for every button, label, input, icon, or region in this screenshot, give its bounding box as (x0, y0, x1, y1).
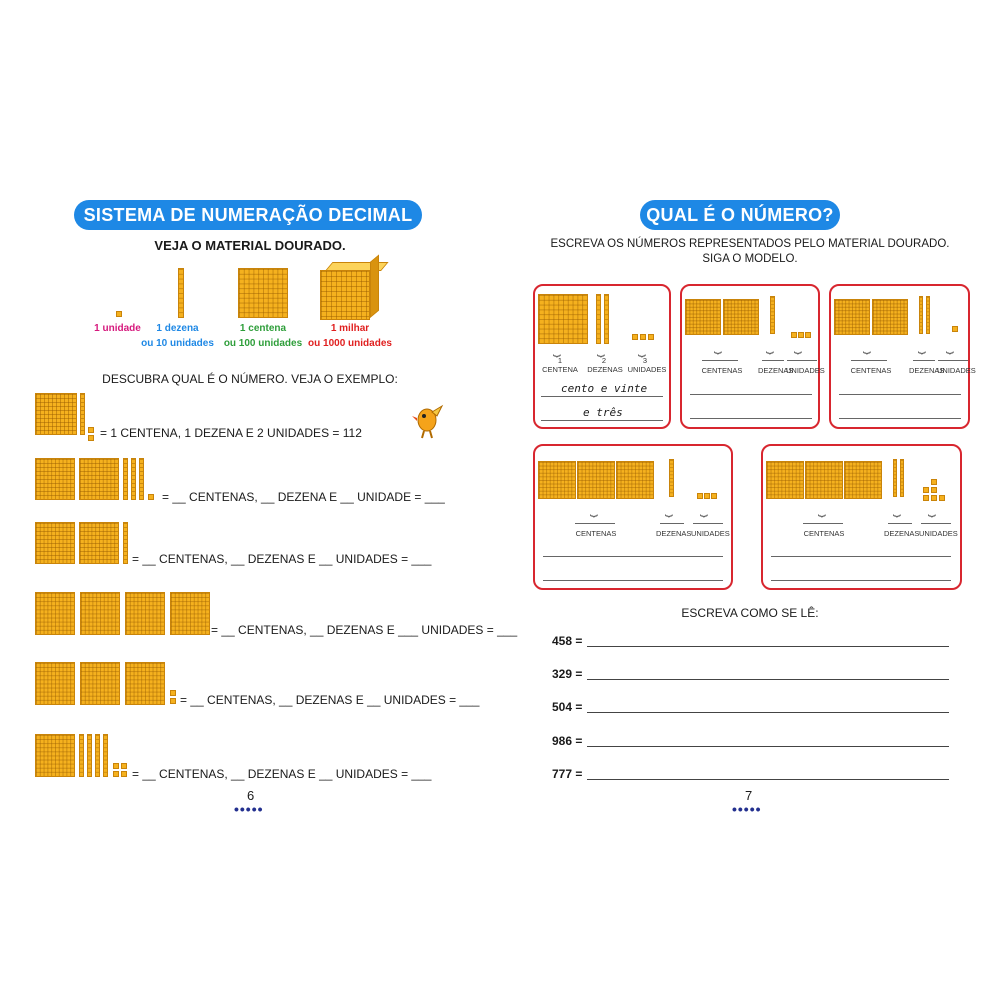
read-item-label: 458 = (552, 634, 583, 648)
page-title: QUAL É O NÚMERO? (640, 200, 840, 230)
page-dots: ••••• (234, 801, 264, 817)
hundred-flat (685, 299, 721, 335)
hundred-flat (125, 592, 165, 635)
ten-rod (604, 294, 609, 344)
ten-rod (919, 296, 923, 334)
ten-rod (596, 294, 601, 344)
exercise-row-3: = __ CENTENAS, __ DEZENAS E ___ UNIDADES = ___ (211, 623, 518, 637)
page-title: SISTEMA DE NUMERAÇÃO DECIMAL (74, 200, 422, 230)
thousand-cube (320, 270, 370, 320)
page-dots: ••••• (732, 801, 762, 817)
unit-cube (116, 311, 122, 317)
ten-rod (95, 734, 100, 777)
hundred-flat (834, 299, 870, 335)
hundred-flat (80, 592, 120, 635)
unit-cube (121, 763, 127, 769)
hundred-flat (616, 461, 654, 499)
thousand-cube-side (370, 254, 379, 318)
ten-rod (926, 296, 930, 334)
exercise-box: ⏟ ⏟ ⏟ CENTENAS DEZENAS UNIDADES (680, 284, 820, 429)
label-centenas: CENTENAS (850, 366, 892, 375)
subtitle: VEJA O MATERIAL DOURADO. (154, 238, 346, 253)
answer-line[interactable] (587, 679, 949, 680)
model-count-d: 2 (601, 356, 607, 365)
unit-cube (113, 763, 119, 769)
ten-rod (131, 458, 136, 500)
label-dezenas: DEZENAS (909, 366, 945, 375)
ten-rod (178, 268, 184, 318)
unit-cube (711, 493, 717, 499)
hundred-flat (35, 393, 77, 435)
exercise-box: ⏟ ⏟ ⏟ CENTENAS DEZENAS UNIDADES (761, 444, 962, 590)
hundred-flat (35, 662, 75, 705)
unit-cube (931, 495, 937, 501)
hundred-flat (170, 592, 210, 635)
exercise-row-2: = __ CENTENAS, __ DEZENAS E __ UNIDADES = ___ (132, 552, 432, 566)
model-label-d: DEZENAS (587, 365, 623, 374)
read-item-label: 986 = (552, 734, 583, 748)
hundred-flat (723, 299, 759, 335)
hundred-flat (538, 461, 576, 499)
unit-cube (923, 487, 929, 493)
ten-rod (123, 522, 128, 564)
ten-rod (900, 459, 904, 497)
model-answer-1: cento e vinte (561, 382, 648, 395)
unit-cube (791, 332, 797, 338)
unit-cube (805, 332, 811, 338)
label-centenas: CENTENAS (575, 529, 617, 538)
ten-rod (79, 734, 84, 777)
hundred-flat (35, 458, 75, 500)
hundred-flat (238, 268, 288, 318)
unit-cube (931, 487, 937, 493)
label-dezenas: DEZENAS (656, 529, 692, 538)
exercise-box: ⏟ ⏟ ⏟ CENTENAS DEZENAS UNIDADES (533, 444, 733, 590)
unit-cube (632, 334, 638, 340)
read-item-label: 504 = (552, 700, 583, 714)
ten-rod (139, 458, 144, 500)
hundred-flat (35, 592, 75, 635)
unit-cube (640, 334, 646, 340)
label-unidades: UNIDADES (786, 366, 825, 375)
unit-cube (88, 427, 94, 433)
hundred-flat (79, 458, 119, 500)
answer-line[interactable] (587, 746, 949, 747)
label-centena-2: ou 100 unidades (223, 338, 303, 349)
unit-cube (648, 334, 654, 340)
hundred-flat (538, 294, 588, 344)
read-title: ESCREVA COMO SE LÊ: (681, 606, 819, 620)
hundred-flat (872, 299, 908, 335)
unit-cube (113, 771, 119, 777)
exercise-row-1: = __ CENTENAS, __ DEZENA E __ UNIDADE = ___ (162, 490, 445, 504)
unit-cube (170, 698, 176, 704)
unit-cube (697, 493, 703, 499)
exercise-row-5: = __ CENTENAS, __ DEZENAS E __ UNIDADES = ___ (132, 767, 432, 781)
hundred-flat (79, 522, 119, 564)
model-box: ⏟ ⏟ ⏟ 1 2 3 CENTENA DEZENAS UNIDADES cento e vinte e três (533, 284, 671, 429)
ten-rod (103, 734, 108, 777)
exercise-box: ⏟ ⏟ ⏟ CENTENAS DEZENAS UNIDADES (829, 284, 970, 429)
unit-cube (931, 479, 937, 485)
hundred-flat (125, 662, 165, 705)
example-row: = 1 CENTENA, 1 DEZENA E 2 UNIDADES = 112 (100, 426, 362, 440)
unit-cube (923, 495, 929, 501)
ten-rod (80, 393, 85, 435)
label-centenas: CENTENAS (701, 366, 743, 375)
label-unidade: 1 unidade (94, 323, 141, 334)
bird-icon (410, 400, 444, 440)
label-dezenas: DEZENAS (884, 529, 920, 538)
ten-rod (87, 734, 92, 777)
answer-line[interactable] (587, 712, 949, 713)
instruction-line-2: SIGA O MODELO. (702, 253, 798, 265)
page-number: 6 (247, 788, 255, 803)
instruction: DESCUBRA QUAL É O NÚMERO. VEJA O EXEMPLO: (102, 372, 398, 386)
model-answer-2: e três (583, 406, 623, 419)
unit-cube (798, 332, 804, 338)
label-milhar-2: ou 1000 unidades (308, 338, 392, 349)
label-unidades: UNIDADES (937, 366, 976, 375)
unit-cube (939, 495, 945, 501)
model-label-c: CENTENA (542, 365, 578, 374)
page-number: 7 (745, 788, 753, 803)
unit-cube (170, 690, 176, 696)
answer-line[interactable] (587, 646, 949, 647)
unit-cube (704, 493, 710, 499)
read-item-label: 329 = (552, 667, 583, 681)
label-dezenas: DEZENAS (758, 366, 794, 375)
hundred-flat (80, 662, 120, 705)
exercise-row-4: = __ CENTENAS, __ DEZENAS E __ UNIDADES = ___ (180, 693, 480, 707)
instruction-line-1: ESCREVA OS NÚMEROS REPRESENTADOS PELO MATERIAL DOURADO. (550, 238, 950, 250)
model-label-u: UNIDADES (627, 365, 667, 374)
ten-rod (669, 459, 674, 497)
label-unidades: UNIDADES (691, 529, 730, 538)
hundred-flat (35, 522, 75, 564)
hundred-flat (805, 461, 843, 499)
label-milhar: 1 milhar (330, 323, 370, 334)
model-count-c: 1 (557, 356, 563, 365)
hundred-flat (35, 734, 75, 777)
read-item-label: 777 = (552, 767, 583, 781)
label-centena: 1 centena (239, 323, 287, 334)
label-dezena: 1 dezena (156, 323, 199, 334)
unit-cube (148, 494, 154, 500)
unit-cube (121, 771, 127, 777)
label-unidades: UNIDADES (919, 529, 958, 538)
hundred-flat (577, 461, 615, 499)
label-centenas: CENTENAS (803, 529, 845, 538)
ten-rod (770, 296, 775, 334)
label-dezena-2: ou 10 unidades (141, 338, 214, 349)
hundred-flat (844, 461, 882, 499)
ten-rod (893, 459, 897, 497)
right-page (500, 0, 1000, 1000)
ten-rod (123, 458, 128, 500)
unit-cube (88, 435, 94, 441)
answer-line[interactable] (587, 779, 949, 780)
unit-cube (952, 326, 958, 332)
model-count-u: 3 (642, 356, 648, 365)
hundred-flat (766, 461, 804, 499)
